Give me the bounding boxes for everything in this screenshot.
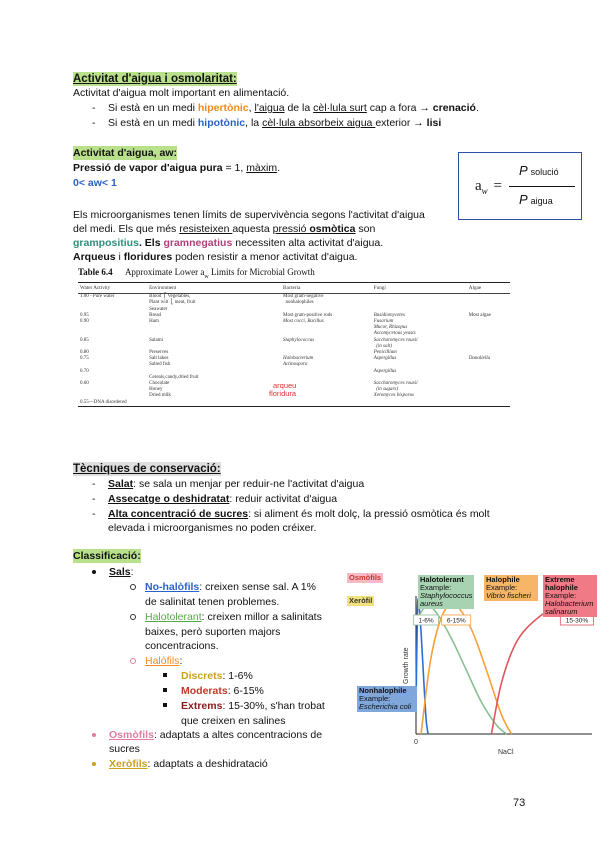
bullet-hypertonic: - Si està en un medi hipertònic, l'aigua de la cèl·lula surt cap a fora → crenació.: [92, 102, 479, 114]
technique-sucres: - Alta concentració de sucres: si aliment és molt dolç, la pressió osmòtica és molt: [92, 508, 490, 520]
table-cell: [467, 338, 510, 350]
class-moderats: Moderats: 6-15%: [181, 685, 264, 697]
table-cell: 0.80: [80, 350, 89, 356]
table-header-cell: Bacteria: [281, 283, 372, 294]
table-row: [78, 400, 510, 407]
bullet-circle: [130, 584, 136, 590]
section-title-classification: Classificació:: [73, 550, 141, 562]
section-title-conservation: Tècniques de conservació:: [73, 463, 221, 475]
class-nohalofils-cont: de salinitat tenen problemes.: [145, 596, 280, 608]
formula-aw: a: [475, 178, 482, 194]
table-row: [78, 338, 510, 350]
table-cell: Penicillium: [373, 350, 397, 356]
x-axis-label: NaCl: [498, 749, 514, 756]
table-cell: Staphylococcus: [283, 337, 315, 343]
class-halofils: Halòfils:: [145, 655, 183, 667]
formula-denominator: P aigua: [519, 192, 553, 207]
table-header-cell: Algae: [467, 283, 510, 294]
table-cell: Most gram-negative nonhalophiles: [283, 294, 324, 306]
table-cell: [467, 381, 510, 400]
table-caption: Table 6.4 Approximate Lower $a_w$ Limits for Microbial Growth: [78, 267, 315, 280]
tag-nonhalophile: Nonhalophile Example: Escherichia coli: [357, 686, 417, 712]
bullet-square: [163, 673, 167, 677]
table-cell: Aspergillus: [373, 356, 397, 362]
table-cell: Aspergillus: [373, 368, 397, 374]
bullet-circle: [130, 658, 136, 664]
bullet-square: [163, 703, 167, 707]
bullet-dot: [92, 762, 96, 766]
bullet-hypotonic: - Si està en un medi hipotònic, la cèl·lula absorbeix aigua exterior → lisi: [92, 117, 442, 129]
class-sals: Sals:: [109, 566, 134, 578]
term-hipotonic: hipotònic: [197, 117, 246, 129]
table-cell: Fusarium Mucor, Rhizopus Ascomycetous yeasts: [373, 319, 416, 337]
para-line-1: Els microorganismes tenen límits de supervivència segons l'activitat d'aigua: [73, 209, 425, 221]
technique-salat: - Salat: se sala un menjar per reduir-ne l'activitat d'aigua: [92, 478, 365, 490]
table-cell: [467, 294, 510, 313]
table-cell: [147, 400, 281, 407]
table-cell: Cereals,candy,dried fruit: [149, 374, 199, 380]
formula-numerator: P solució: [519, 163, 559, 178]
technique-assecatge: - Assecatge o deshidratat: reduir activitat d'aigua: [92, 493, 338, 505]
table-cell: Salami: [149, 337, 163, 343]
table-cell: 0.90: [80, 319, 89, 325]
page-number: 73: [513, 797, 526, 809]
table-cell: Salt lakes Salted fish: [149, 356, 171, 368]
section-title-water-activity: Activitat d'aigua i osmolaritat:: [73, 73, 237, 85]
table-cell: [372, 294, 467, 313]
table-header-cell: Environment: [147, 283, 281, 294]
table-row: [78, 294, 510, 313]
table-row: [78, 356, 510, 368]
tag-extreme-halophile: Extreme halophile Example: Halobacterium salinarum: [543, 575, 597, 617]
technique-sucres-cont: elevada i microorganismes no poden créixer.: [108, 522, 317, 534]
table-header-cell: Fungi: [372, 283, 467, 294]
para-line-3: grampositius. Els gramnegatius necessiten alta activitat d'aigua.: [73, 237, 384, 249]
y-axis-label: Growth rate: [403, 647, 410, 684]
intro-text: Activitat d'aigua molt important en alimentació.: [73, 87, 290, 99]
aw-range: 0< aw< 1: [73, 177, 117, 189]
table-cell: Blood ⎡ Vegetables, Plant wilt ⎣ meat, fruit Seawater: [149, 294, 196, 312]
table-cell: Most cocci, Bacillus: [283, 319, 324, 325]
table-cell: 0.60: [80, 381, 89, 387]
class-halotolerant: Halotolerant: creixen millor a salinitats: [145, 611, 322, 623]
fraction-bar: [509, 186, 575, 187]
bullet-dot: [92, 570, 96, 574]
table-cell: Most algae: [468, 312, 491, 318]
aw-formula-box: $a_w$ = P solució P aigua: [458, 152, 582, 220]
table-row: [78, 319, 510, 338]
table-cell: 0.75: [80, 356, 89, 362]
tag-xerofil: Xeròfil: [349, 596, 373, 605]
class-halotolerant-cont1: baixes, però suporten majors: [145, 626, 281, 638]
table-cell: 0.55—DNA disordered: [80, 399, 127, 405]
class-nohalofils: No-halòfils: creixen sense sal. A 1%: [145, 581, 316, 593]
class-discrets: Discrets: 1-6%: [181, 670, 253, 682]
table-cell: 1.00 - Pure water: [80, 294, 115, 300]
table-cell: Basidiomycetes: [373, 312, 405, 318]
table-cell: [281, 400, 372, 407]
class-xerofils: Xeròfils: adaptats a deshidratació: [109, 758, 268, 770]
table-cell: [372, 400, 467, 407]
table-cell: [467, 400, 510, 407]
table-cell: 0.85: [80, 337, 89, 343]
section-title-aw: Activitat d'aigua, aw:: [73, 147, 178, 159]
table-cell: Preserves: [149, 350, 169, 356]
bullet-square: [163, 688, 167, 692]
tag-osmofils: Osmòfils: [349, 573, 382, 582]
table-cell: 0.70: [80, 368, 89, 374]
tag-halotolerant: Halotolerant Example: Staphylococcus aureus: [420, 575, 473, 608]
range-label: 1-6%: [418, 617, 434, 625]
table-cell: Dunaliella: [468, 356, 491, 362]
vapor-pressure-line: Pressió de vapor d'aigua pura = 1, màxim.: [73, 162, 281, 174]
annotation-arqueu: arqueu: [273, 381, 297, 390]
table-cell: Ham: [149, 319, 159, 325]
class-osmofils-cont: sucres: [109, 743, 140, 755]
class-osmofils: Osmòfils: adaptats a altes concentracions de: [109, 729, 323, 741]
table-cell: Halobacterium Actinospora: [283, 356, 314, 368]
class-extrems-cont: que creixen en salines: [181, 715, 286, 727]
bullet-dot: [92, 733, 96, 737]
class-halotolerant-cont2: concentracions.: [145, 640, 219, 652]
table-cell: Saccharomyces rouxii (in sugars) Xeromyces bisporus: [373, 381, 418, 399]
table-cell: [467, 319, 510, 338]
annotation-floridura: floridura: [269, 389, 297, 398]
table-header-cell: Water Activity: [78, 283, 147, 294]
range-label: 6-15%: [446, 617, 466, 625]
para-line-2: del medi. Els que més resisteixen aquesta pressió osmòtica son: [73, 223, 376, 235]
table-cell: Saccharomyces rouxii (in salt): [373, 337, 418, 349]
x-origin-label: 0: [414, 739, 418, 746]
class-extrems: Extrems: 15-30%, s'han trobat: [181, 700, 325, 712]
table-cell: Most gram-positive rods: [283, 312, 333, 318]
para-line-4: Arqueus i floridures poden resistir a menor activitat d'aigua.: [73, 251, 358, 263]
table-cell: Chocolate Honey Dried milk: [149, 381, 171, 399]
tag-halophile: Halophile Example: Vibrio fischeri: [484, 575, 538, 601]
range-label: 15-30%: [565, 617, 589, 625]
bullet-circle: [130, 614, 136, 620]
table-cell: Bread: [149, 312, 162, 318]
term-hipertonic: hipertònic: [197, 102, 249, 114]
table-cell: 0.95: [80, 312, 89, 318]
